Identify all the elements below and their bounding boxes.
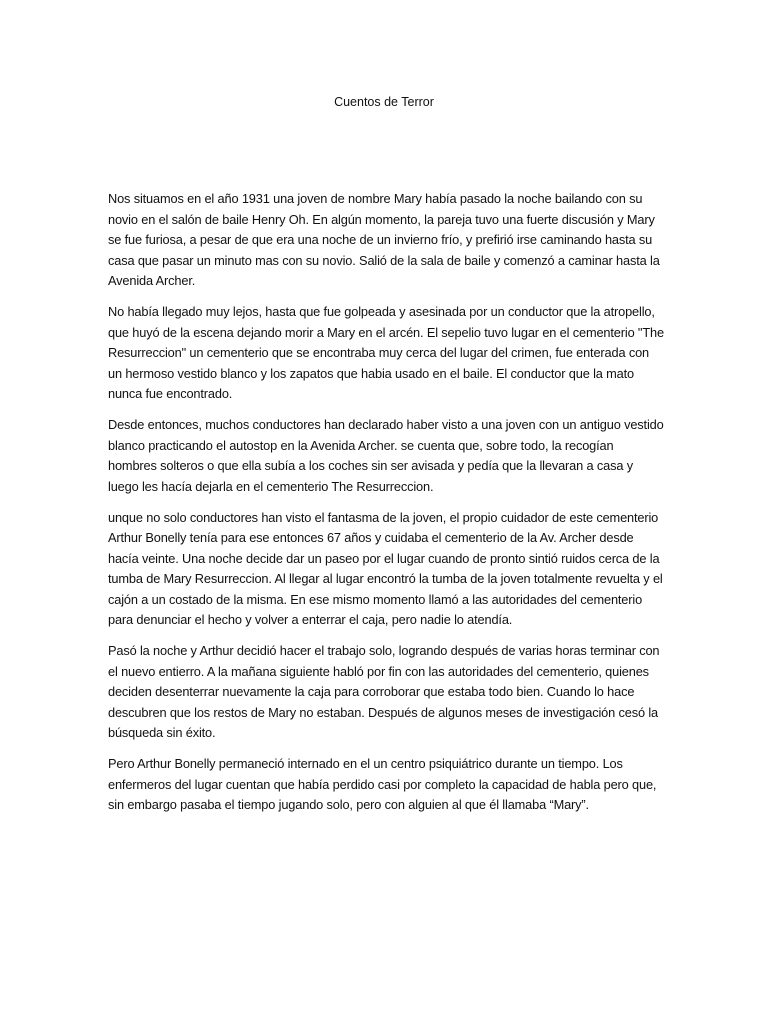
paragraph-5: Pasó la noche y Arthur decidió hacer el trabajo solo, logrando después de varias horas terminar con el nuevo entierro. A la mañana siguiente habló por fin con las autoridades del cementerio, quienes deciden desenterrar nuevamente la caja para corroborar que estaba todo bien. Cuando lo hace descubren que los restos de Mary no estaban. Después de algunos meses de investigación cesó la búsqueda sin éxito. (108, 643, 660, 740)
paragraph-6: Pero Arthur Bonelly permaneció internado en el un centro psiquiátrico durante un tiempo. Los enfermeros del lugar cuentan que había perdido casi por completo la capacidad de habla pero que, sin embargo pasaba el tiempo jugando solo, pero con alguien al que él llamaba “Mary”. (108, 756, 657, 812)
paragraph-2: No había llegado muy lejos, hasta que fue golpeada y asesinada por un conductor que la atropello, que huyó de la escena dejando morir a Mary en el arcén. El sepelio tuvo lugar en el cementerio "The Resurreccion" un cementerio que se encontraba muy cerca del lugar del crimen, fue enterada con un hermoso vestido blanco y los zapatos que habia usado en el baile. El conductor que la mato nunca fue encontrado. (108, 304, 664, 401)
document-title: Cuentos de Terror (334, 95, 434, 109)
paragraph-1: Nos situamos en el año 1931 una joven de nombre Mary había pasado la noche bailando con su novio en el salón de baile Henry Oh. En algún momento, la pareja tuvo una fuerte discusión y Mary se fue furiosa, a pesar de que era una noche de un invierno frío, y prefirió irse caminando hasta su casa que pasar un minuto mas con su novio. Salió de la sala de baile y comenzó a caminar hasta la Avenida Archer. (108, 191, 660, 288)
paragraph-3: Desde entonces, muchos conductores han declarado haber visto a una joven con un antiguo vestido blanco practicando el autostop en la Avenida Archer. se cuenta que, sobre todo, la recogían hombres solteros o que ella subía a los coches sin ser avisada y pedía que la llevaran a casa y luego les hacía dejarla en el cementerio The Resurreccion. (108, 417, 664, 494)
paragraph-4: unque no solo conductores han visto el fantasma de la joven, el propio cuidador de este cementerio Arthur Bonelly tenía para ese entonces 67 años y cuidaba el cementerio de la Av. Archer desde hacía veinte. Una noche decide dar un paseo por el lugar cuando de pronto sintió ruidos cerca de la tumba de Mary Resurreccion. Al llegar al lugar encontró la tumba de la joven totalmente revuelta y el cajón a un costado de la misma. En ese mismo momento llamó a las autoridades del cementerio para denunciar el hecho y volver a enterrar el caja, pero nadie lo atendía. (108, 509, 663, 627)
document-body (108, 189, 664, 826)
